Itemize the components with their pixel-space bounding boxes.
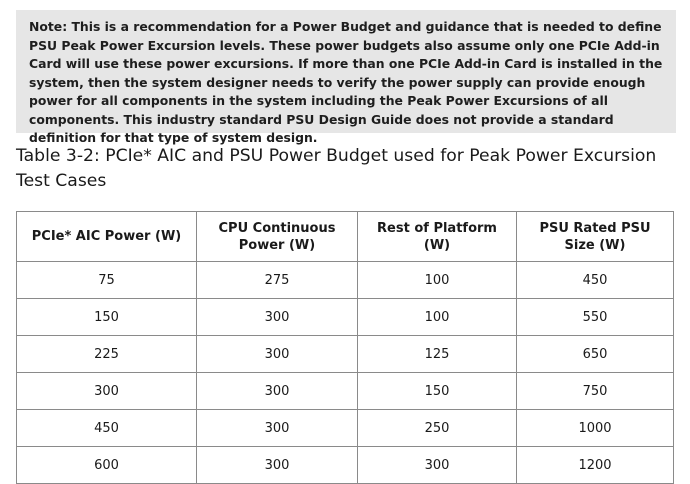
cell-aic-power: 300: [17, 373, 197, 410]
cell-cpu-power: 300: [197, 410, 358, 447]
cell-aic-power: 450: [17, 410, 197, 447]
table-row: [17, 262, 674, 299]
cell-cpu-power: 275: [197, 262, 358, 299]
cell-cpu-power: 300: [197, 299, 358, 336]
cell-cpu-power: 300: [197, 447, 358, 484]
note-text: Note: This is a recommendation for a Power Budget and guidance that is needed to define PSU Peak Power Excursion levels. These power budgets also assume only one PCIe Add-in Card will use these power excursions. If more than one PCIe Add-in Card is installed in the system, then the system designer needs to verify the power supply can provide enough power for all components in the system including the Peak Power Excursions of all components. This industry standard PSU Design Guide does not provide a standard definition for that type of system design.: [29, 19, 663, 145]
cell-cpu-power: 300: [197, 336, 358, 373]
cell-psu-size: 1200: [517, 447, 674, 484]
cell-rest-of-platform: 150: [358, 373, 517, 410]
header-psu-size: PSU Rated PSU Size (W): [517, 212, 674, 262]
header-cpu-power: CPU Continuous Power (W): [197, 212, 358, 262]
cell-psu-size: 750: [517, 373, 674, 410]
table-header-row: [17, 212, 674, 262]
table-title: Table 3-2: PCIe* AIC and PSU Power Budget used for Peak Power Excursion Test Cases: [16, 146, 657, 191]
cell-psu-size: 1000: [517, 410, 674, 447]
cell-psu-size: 650: [517, 336, 674, 373]
cell-rest-of-platform: 125: [358, 336, 517, 373]
header-rest-of-platform: Rest of Platform (W): [358, 212, 517, 262]
header-aic-power: PCIe* AIC Power (W): [17, 212, 197, 262]
table-row: [17, 299, 674, 336]
cell-aic-power: 600: [17, 447, 197, 484]
table-row: [17, 336, 674, 373]
power-budget-table: [16, 211, 674, 484]
cell-psu-size: 450: [517, 262, 674, 299]
table-row: [17, 447, 674, 484]
table-row: [17, 410, 674, 447]
cell-rest-of-platform: 100: [358, 299, 517, 336]
cell-cpu-power: 300: [197, 373, 358, 410]
cell-rest-of-platform: 100: [358, 262, 517, 299]
cell-aic-power: 150: [17, 299, 197, 336]
cell-aic-power: 225: [17, 336, 197, 373]
table-row: [17, 373, 674, 410]
cell-rest-of-platform: 250: [358, 410, 517, 447]
cell-psu-size: 550: [517, 299, 674, 336]
note-box: [16, 10, 676, 145]
cell-rest-of-platform: 300: [358, 447, 517, 484]
cell-aic-power: 75: [17, 262, 197, 299]
